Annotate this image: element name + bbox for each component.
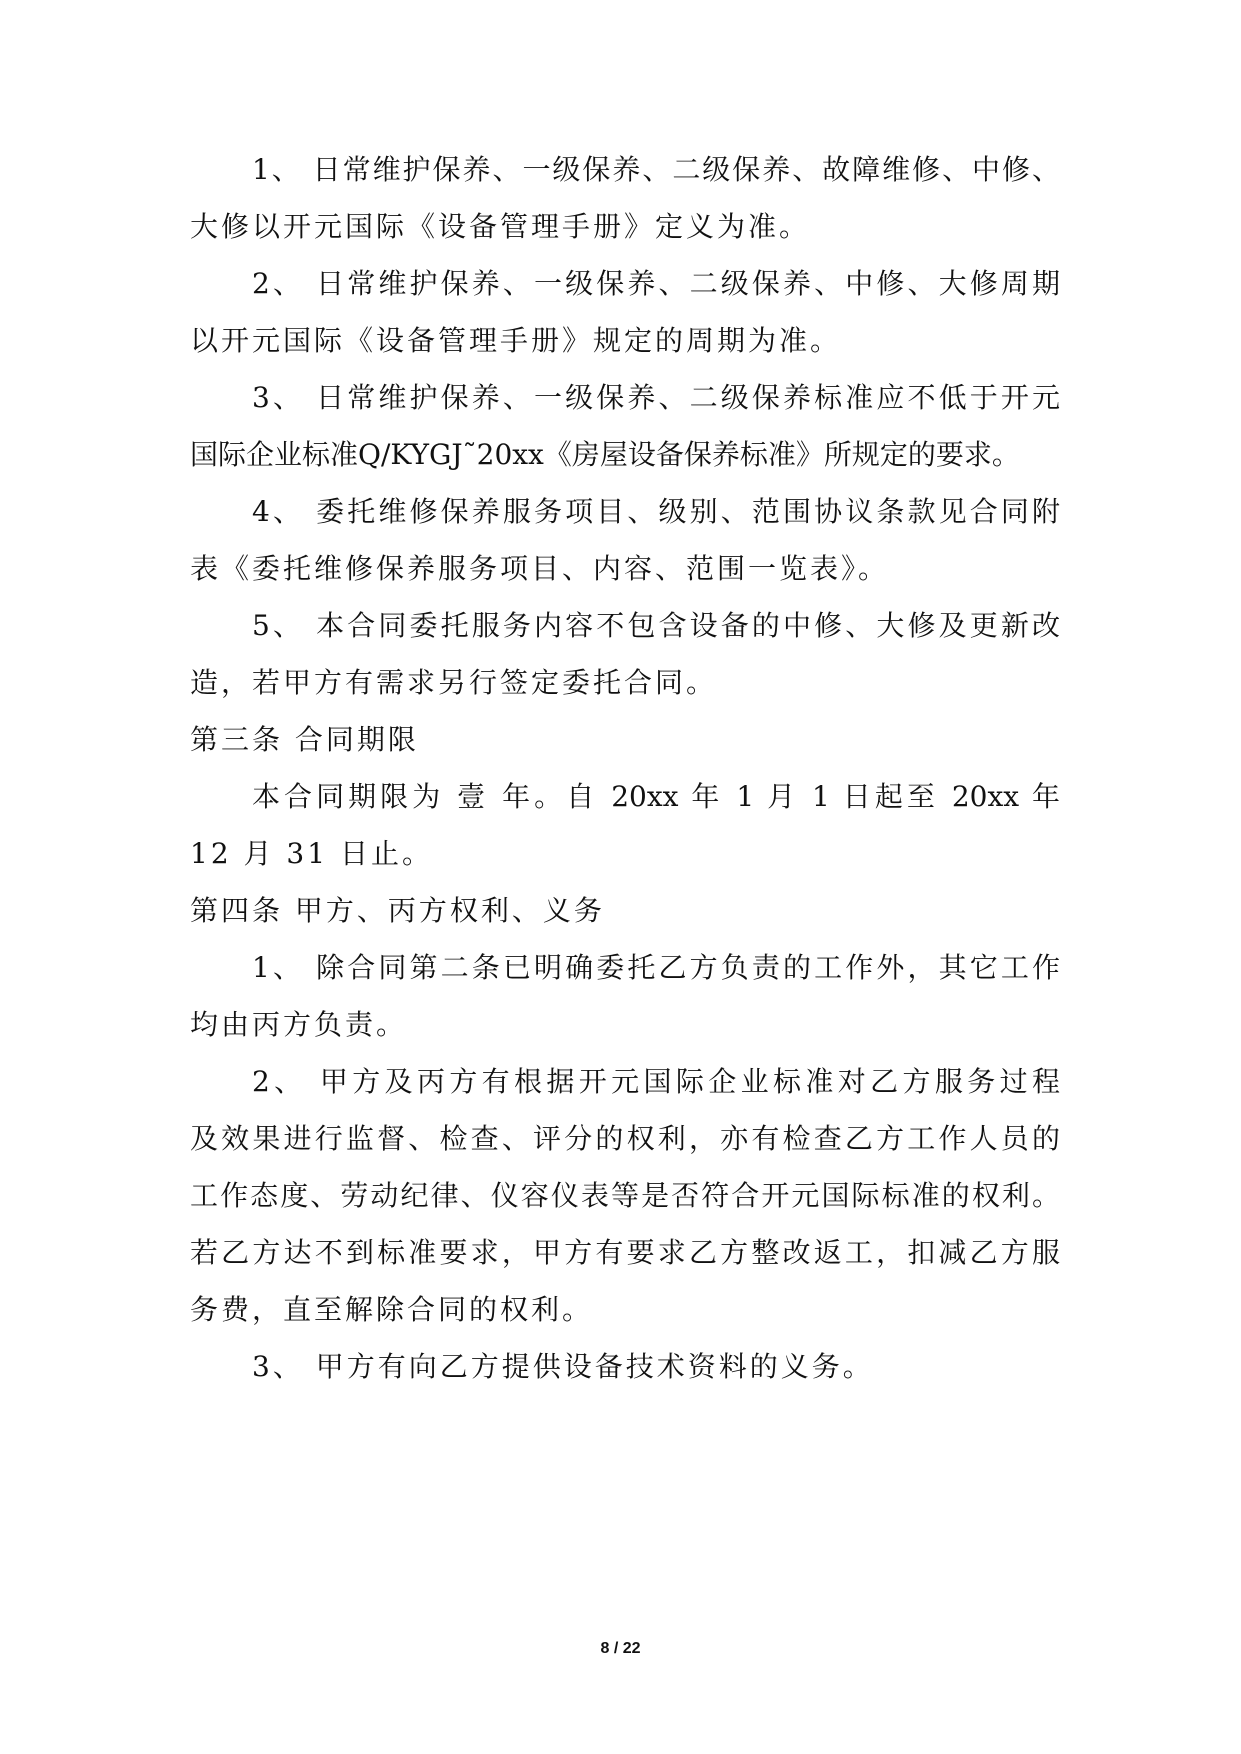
rights-paragraph-3-line-1: 3、 甲方有向乙方提供设备技术资料的义务。 <box>252 1350 874 1383</box>
paragraph-5-line-1: 5、 本合同委托服务内容不包含设备的中修、大修及更新改 <box>252 609 1060 642</box>
section-heading-term: 第三条 合同期限 <box>190 723 419 756</box>
paragraph-2-line-2: 以开元国际《设备管理手册》规定的周期为准。 <box>190 324 842 357</box>
term-paragraph-line-2: 12 月 31 日止。 <box>190 837 433 870</box>
paragraph-3-line-2: 国际企业标准Q/KYGJ˜20xx《房屋设备保养标准》所规定的要求。 <box>190 438 1020 471</box>
paragraph-3-line-1: 3、 日常维护保养、一级保养、二级保养标准应不低于开元 <box>252 381 1060 414</box>
rights-paragraph-2-line-5: 务费，直至解除合同的权利。 <box>190 1293 594 1326</box>
paragraph-1-line-2: 大修以开元国际《设备管理手册》定义为准。 <box>190 210 811 243</box>
rights-paragraph-1-line-1: 1、 除合同第二条已明确委托乙方负责的工作外，其它工作 <box>252 951 1060 984</box>
rights-paragraph-2-line-1: 2、 甲方及丙方有根据开元国际企业标准对乙方服务过程 <box>252 1065 1060 1098</box>
section-heading-rights: 第四条 甲方、丙方权利、义务 <box>190 894 605 927</box>
page-number: 8 / 22 <box>600 1640 641 1657</box>
term-paragraph-line-1: 本合同期限为 壹 年。自 20xx 年 1 月 1 日起至 20xx 年 <box>252 780 1060 813</box>
paragraph-4-line-1: 4、 委托维修保养服务项目、级别、范围协议条款见合同附 <box>252 495 1060 528</box>
rights-paragraph-1-line-2: 均由丙方负责。 <box>190 1008 408 1041</box>
paragraph-1-line-1: 1、 日常维护保养、一级保养、二级保养、故障维修、中修、 <box>252 153 1060 186</box>
rights-paragraph-2-line-4: 若乙方达不到标准要求，甲方有要求乙方整改返工，扣减乙方服 <box>190 1236 1060 1269</box>
paragraph-4-line-2: 表《委托维修保养服务项目、内容、范围一览表》。 <box>190 552 890 585</box>
paragraph-5-line-2: 造，若甲方有需求另行签定委托合同。 <box>190 666 718 699</box>
rights-paragraph-2-line-3: 工作态度、劳动纪律、仪容仪表等是否符合开元国际标准的权利。 <box>190 1179 1060 1212</box>
paragraph-2-line-1: 2、 日常维护保养、一级保养、二级保养、中修、大修周期 <box>252 267 1060 300</box>
rights-paragraph-2-line-2: 及效果进行监督、检查、评分的权利，亦有检查乙方工作人员的 <box>190 1122 1060 1155</box>
